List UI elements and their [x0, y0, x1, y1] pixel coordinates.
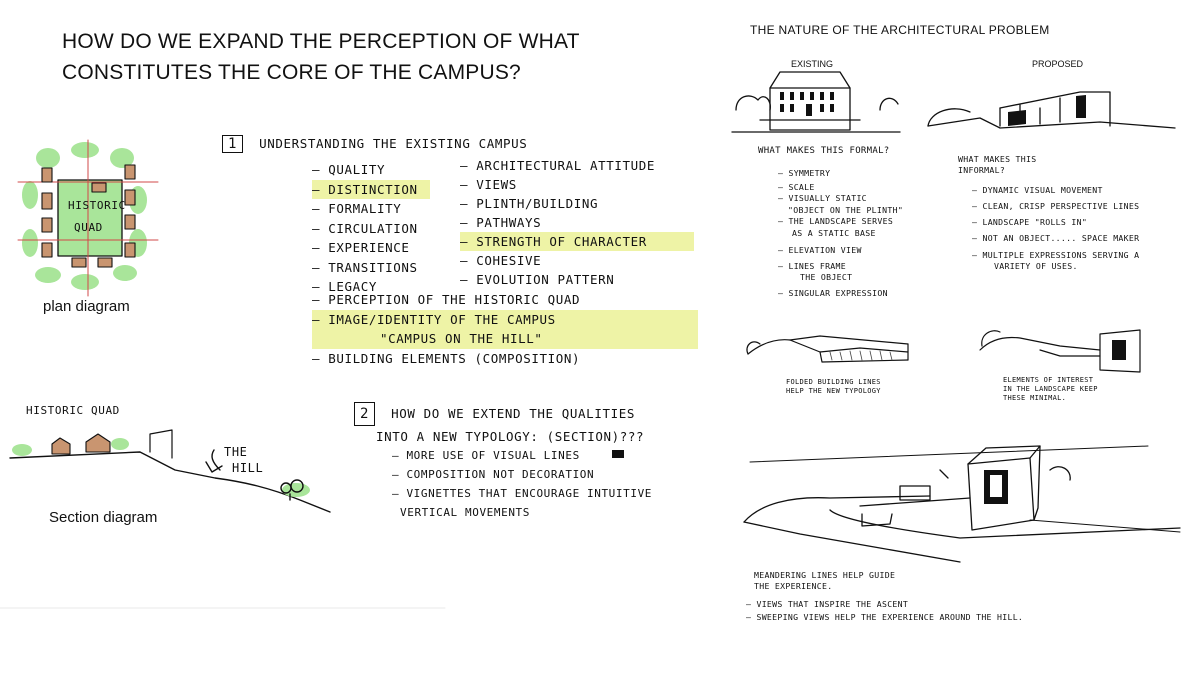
bottom-list: [746, 598, 1023, 624]
caption-line: FOLDED BUILDING LINES: [786, 378, 881, 386]
list-item: VARIETY OF USES.: [994, 261, 1078, 271]
list-item-highlighted: "CAMPUS ON THE HILL": [380, 331, 543, 346]
list-item: "OBJECT ON THE PLINTH": [788, 204, 904, 215]
list-item: — CLEAN, CRISP PERSPECTIVE LINES: [972, 198, 1139, 214]
caption-line: IN THE LANDSCAPE KEEP: [1003, 385, 1098, 393]
caption-line: THESE MINIMAL.: [1003, 394, 1067, 402]
section-1-col1: [312, 160, 430, 297]
existing-list: [778, 168, 903, 299]
middle-left-sketch: [747, 336, 908, 362]
existing-sketch: [732, 72, 900, 132]
list-item: THE OBJECT: [800, 272, 853, 282]
identity-highlight: [312, 310, 698, 349]
list-item: — MULTIPLE EXPRESSIONS SERVING A: [972, 250, 1139, 261]
list-item: — SYMMETRY: [778, 168, 903, 180]
section-2-list: [392, 446, 652, 522]
plan-label-line1: HISTORIC: [68, 199, 126, 212]
plan-label: [68, 195, 126, 239]
proposed-sketch: [928, 92, 1175, 128]
caption-line: THE EXPERIENCE.: [754, 581, 833, 591]
plan-caption: plan diagram: [43, 298, 130, 315]
right-panel-title: THE NATURE OF THE ARCHITECTURAL PROBLEM: [750, 23, 1050, 37]
list-item-highlighted: — DISTINCTION: [312, 180, 430, 200]
middle-right-caption: [1003, 376, 1098, 403]
list-item: — PERCEPTION OF THE HISTORIC QUAD: [312, 290, 698, 310]
section-caption: Section diagram: [49, 509, 158, 526]
list-item: — CIRCULATION: [312, 219, 430, 239]
list-item: — ARCHITECTURAL ATTITUDE: [460, 156, 694, 175]
section-diagram: [10, 430, 330, 512]
list-item: — LEGACY: [312, 277, 430, 297]
hill-label: [224, 444, 263, 476]
middle-left-caption: [786, 378, 881, 396]
section-2-title-line1: HOW DO WE EXTEND THE QUALITIES: [391, 406, 635, 421]
list-item: — NOT AN OBJECT..... SPACE MAKER: [972, 230, 1139, 246]
section-1-col2: [460, 156, 694, 289]
list-item: — ELEVATION VIEW: [778, 245, 903, 257]
list-item: — VISUALLY STATIC: [778, 193, 903, 205]
list-item: AS A STATIC BASE: [792, 227, 876, 238]
list-item: — FORMALITY: [312, 199, 430, 219]
caption-line: HELP THE NEW TYPOLOGY: [786, 387, 881, 395]
list-item: — SWEEPING VIEWS HELP THE EXPERIENCE AROUND THE HILL.: [746, 611, 1023, 624]
bottom-caption: [754, 570, 895, 592]
hill-label-line1: THE: [224, 445, 248, 459]
existing-label: EXISTING: [791, 59, 834, 69]
list-item: — VIEWS: [460, 175, 694, 194]
section-2-number: 2: [354, 402, 375, 426]
middle-right-sketch: [980, 330, 1140, 372]
existing-question: WHAT MAKES THIS FORMAL?: [758, 146, 890, 156]
list-item-highlighted: — IMAGE/IDENTITY OF THE CAMPUS: [312, 310, 698, 330]
list-item: — TRANSITIONS: [312, 258, 430, 278]
notes-section-1-heading: [222, 135, 527, 153]
bottom-sketch: [744, 446, 1180, 562]
list-item: — SINGULAR EXPRESSION: [778, 288, 903, 300]
section-1-wide: [312, 290, 698, 368]
list-item: — BUILDING ELEMENTS (COMPOSITION): [312, 349, 698, 369]
notes-section-2-heading: [354, 402, 644, 448]
list-item: — VIEWS THAT INSPIRE THE ASCENT: [746, 598, 1023, 611]
list-item-highlighted: — STRENGTH OF CHARACTER: [460, 232, 694, 251]
proposed-question-line2: INFORMAL?: [958, 165, 1006, 175]
list-item: — THE LANDSCAPE SERVES: [778, 216, 903, 228]
caption-line: ELEMENTS OF INTEREST: [1003, 376, 1094, 384]
list-item: — VIGNETTES THAT ENCOURAGE INTUITIVE: [392, 484, 652, 503]
caption-line: MEANDERING LINES HELP GUIDE: [754, 570, 896, 580]
list-item: — LINES FRAME: [778, 261, 903, 273]
list-item: — COHESIVE: [460, 251, 694, 270]
proposed-question-line1: WHAT MAKES THIS: [958, 154, 1037, 164]
historic-quad-label: HISTORIC QUAD: [26, 404, 120, 417]
section-2-title-line2: INTO A NEW TYPOLOGY: (SECTION)???: [376, 429, 645, 444]
section-houses: [52, 434, 110, 454]
list-item: — DYNAMIC VISUAL MOVEMENT: [972, 182, 1139, 198]
list-item: — PLINTH/BUILDING: [460, 194, 694, 213]
plan-label-line2: QUAD: [74, 221, 103, 234]
proposed-label: PROPOSED: [1032, 59, 1084, 69]
list-item: — COMPOSITION NOT DECORATION: [392, 465, 652, 484]
list-item: — MORE USE OF VISUAL LINES: [392, 446, 652, 465]
section-1-title: UNDERSTANDING THE EXISTING CAMPUS: [259, 136, 528, 151]
section-1-number: 1: [222, 135, 243, 153]
list-item: — EVOLUTION PATTERN: [460, 270, 694, 289]
list-item: — EXPERIENCE: [312, 238, 430, 258]
list-item: — QUALITY: [312, 160, 430, 180]
list-item: — LANDSCAPE "ROLLS IN": [972, 214, 1139, 230]
list-item: VERTICAL MOVEMENTS: [400, 506, 531, 519]
list-item: — PATHWAYS: [460, 213, 694, 232]
page-title: HOW DO WE EXPAND THE PERCEPTION OF WHAT CONSTITUTES THE CORE OF THE CAMPUS?: [62, 30, 580, 84]
hill-label-line2: HILL: [232, 461, 264, 475]
proposed-question: [958, 154, 1036, 176]
proposed-list: [972, 182, 1139, 272]
list-item: — SCALE: [778, 182, 903, 194]
